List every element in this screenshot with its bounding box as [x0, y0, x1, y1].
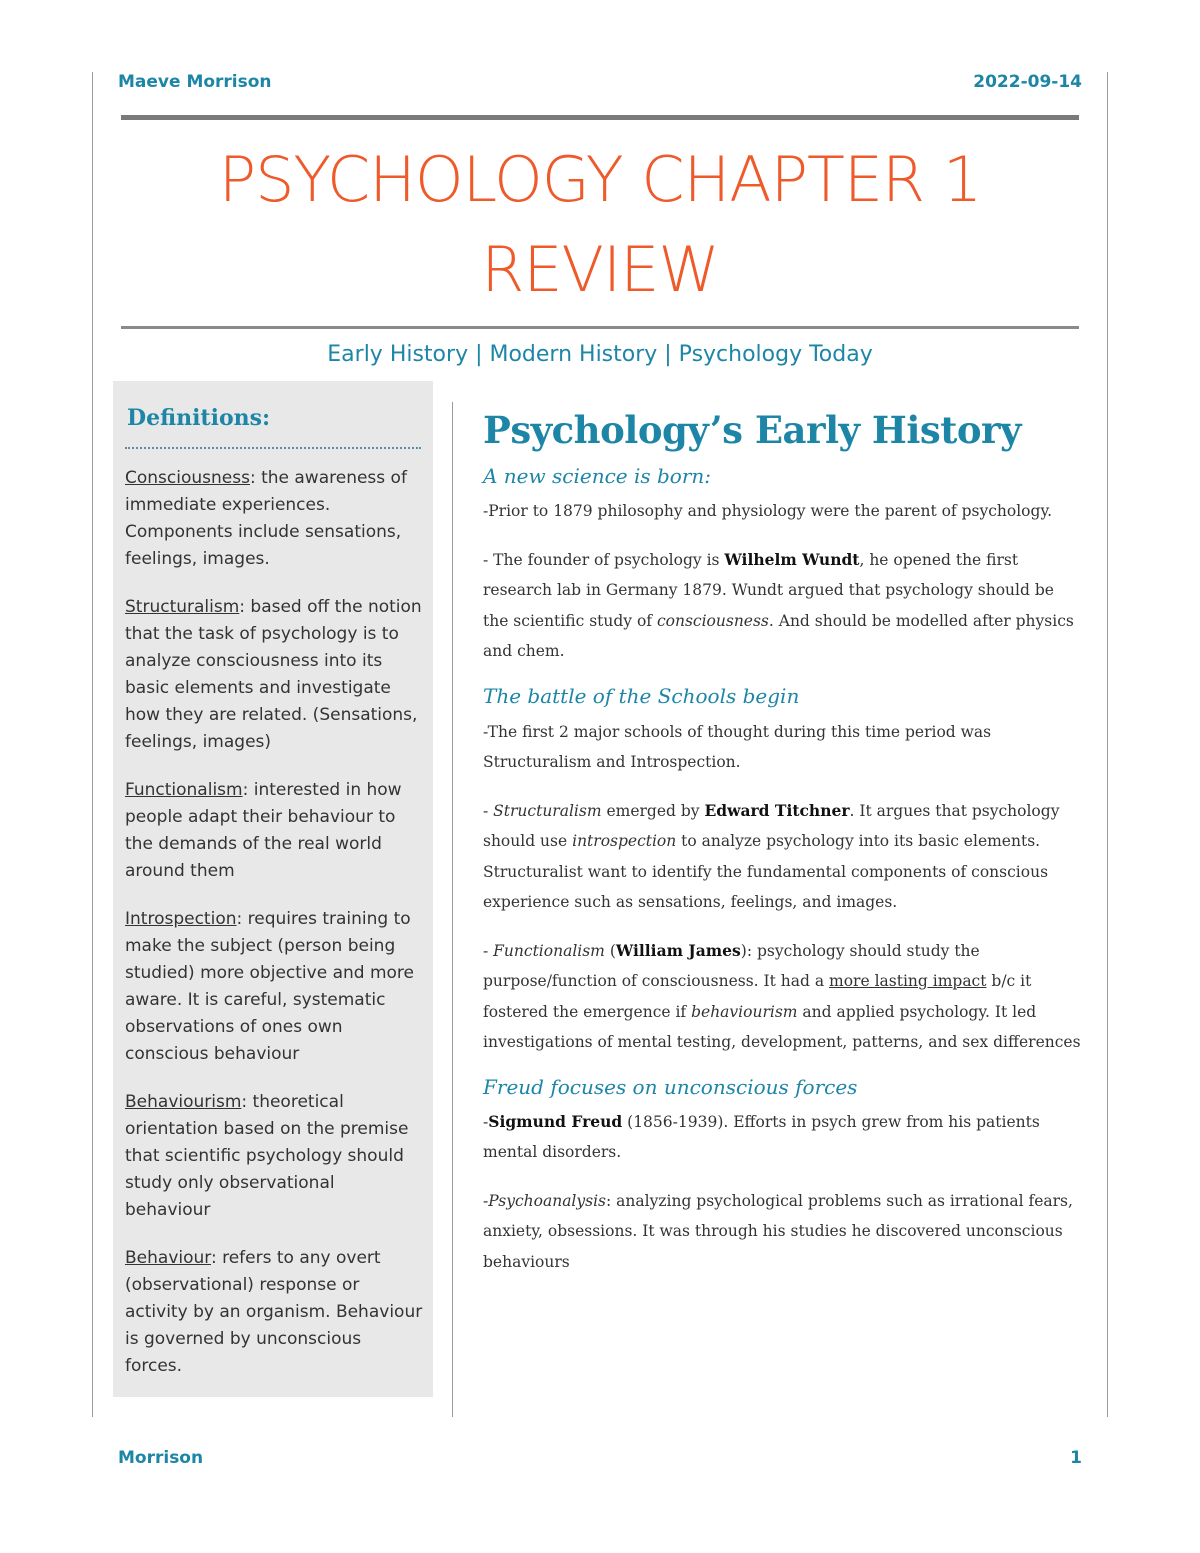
definition-term: Behaviour	[125, 1248, 211, 1268]
definitions-title: Definitions:	[127, 405, 271, 431]
text-run: -	[483, 1112, 489, 1131]
text-run: -	[483, 941, 494, 960]
section-title-freud: Freud focuses on unconscious forces	[483, 1074, 858, 1099]
term-behaviourism: behaviourism	[691, 1002, 798, 1021]
column-divider	[452, 402, 453, 1417]
title-line-1: PSYCHOLOGY CHAPTER 1	[218, 143, 982, 216]
section-title-new-science: A new science is born:	[483, 464, 712, 488]
page-title	[121, 135, 1079, 315]
text-run: . And should be modelled after physics and chem.	[483, 611, 1074, 660]
paragraph-prior-1879: -Prior to 1879 philosophy and physiology were the parent of psychology.	[483, 502, 1053, 520]
text-run: , he opened the first research lab in Germany 1879. Wundt argued that psychology should be the scientific study of	[483, 550, 1054, 630]
text-run: -	[483, 1191, 489, 1210]
text-run: (	[604, 941, 616, 960]
name-james: William James	[615, 940, 741, 960]
definition-term: Introspection	[125, 909, 237, 929]
definition-item	[125, 777, 423, 885]
text-run: b/c it fostered the emergence if	[483, 972, 1032, 1021]
definition-text: : based off the notion that the task of psychology is to analyze consciousness into its basic elements and investigate how they are related. (Sensations, feelings, images)	[125, 597, 422, 752]
text-run: : analyzing psychological problems such as irrational fears, anxiety, obsessions. It was through his studies he discovered unconscious behaviours	[483, 1191, 1073, 1271]
definition-text: : requires training to make the subject (person being studied) more objective and more aware. It is careful, systematic observations of ones own conscious behaviour	[125, 909, 414, 1064]
name-wundt: Wilhelm Wundt	[724, 549, 860, 569]
definition-item	[125, 1245, 423, 1380]
definition-text: : refers to any overt (observational) response or activity by an organism. Behaviour is governed by unconscious forces.	[125, 1248, 423, 1376]
term-functionalism: Functionalism	[493, 941, 605, 960]
main-heading: Psychology’s Early History	[483, 408, 1022, 452]
dotted-divider	[125, 447, 421, 449]
definition-item	[125, 1089, 423, 1224]
definition-text: : the awareness of immediate experiences. Components include sensations, feelings, images.	[125, 468, 407, 569]
paragraph-first-schools: -The first 2 major schools of thought during this time period was Structuralism and Introspection.	[483, 722, 992, 771]
paragraph-psychoanalysis	[483, 1186, 1083, 1278]
definition-item	[125, 594, 423, 756]
header-author: Maeve Morrison	[118, 72, 272, 92]
definition-term: Consciousness	[125, 468, 250, 488]
definitions-list	[125, 465, 423, 1401]
title-rule-top	[121, 115, 1079, 120]
paragraph-functionalism	[483, 936, 1083, 1058]
footer-name: Morrison	[118, 1448, 204, 1468]
definition-text: : interested in how people adapt their behaviour to the demands of the real world around them	[125, 780, 402, 881]
text-run: and applied psychology. It led investigations of mental testing, development, patterns, and sex differences	[483, 1002, 1081, 1051]
text-run: ): psychology should study the purpose/function of consciousness. It had a	[483, 941, 980, 990]
main-content	[483, 400, 1083, 1277]
text-run: - The founder of psychology is	[483, 550, 725, 569]
term-structuralism: Structuralism	[493, 801, 602, 820]
name-freud: Sigmund Freud	[488, 1111, 623, 1131]
paragraph-structuralism	[483, 796, 1083, 918]
text-run: . It argues that psychology should use	[483, 801, 1060, 850]
title-line-2: REVIEW	[481, 233, 719, 306]
text-run: emerged by	[601, 801, 705, 820]
text-run: to analyze psychology into its basic elements. Structuralist want to identify the fundamental components of conscious experience such as sensations, feelings, and images.	[483, 832, 1049, 911]
definition-item	[125, 906, 423, 1068]
term-introspection: introspection	[572, 832, 677, 850]
definitions-sidebar	[113, 381, 433, 1397]
term-psychoanalysis: Psychoanalysis	[488, 1191, 607, 1210]
definition-text: : theoretical orientation based on the premise that scientific psychology should study only observational behaviour	[125, 1092, 409, 1220]
paragraph-freud	[483, 1107, 1083, 1168]
text-run: (1856-1939). Efforts in psych grew from his patients mental disorders.	[483, 1112, 1040, 1161]
name-titchner: Edward Titchner	[704, 800, 850, 820]
underlined-phrase: more lasting impact	[829, 972, 987, 990]
definition-term: Structuralism	[125, 597, 240, 617]
section-subnav: Early History | Modern History | Psychology Today	[327, 342, 873, 367]
definition-term: Functionalism	[125, 780, 243, 800]
page-border-left	[92, 72, 93, 1417]
title-rule-bottom	[121, 326, 1079, 329]
text-run: -	[483, 801, 494, 820]
paragraph-founder	[483, 545, 1083, 667]
definition-item	[125, 465, 423, 573]
page-border-right	[1107, 72, 1108, 1417]
header-date: 2022-09-14	[973, 72, 1082, 92]
section-title-battle-of-schools: The battle of the Schools begin	[483, 683, 800, 708]
footer-page-number: 1	[1070, 1448, 1082, 1468]
definition-term: Behaviourism	[125, 1092, 242, 1112]
term-consciousness: consciousness	[656, 611, 769, 630]
